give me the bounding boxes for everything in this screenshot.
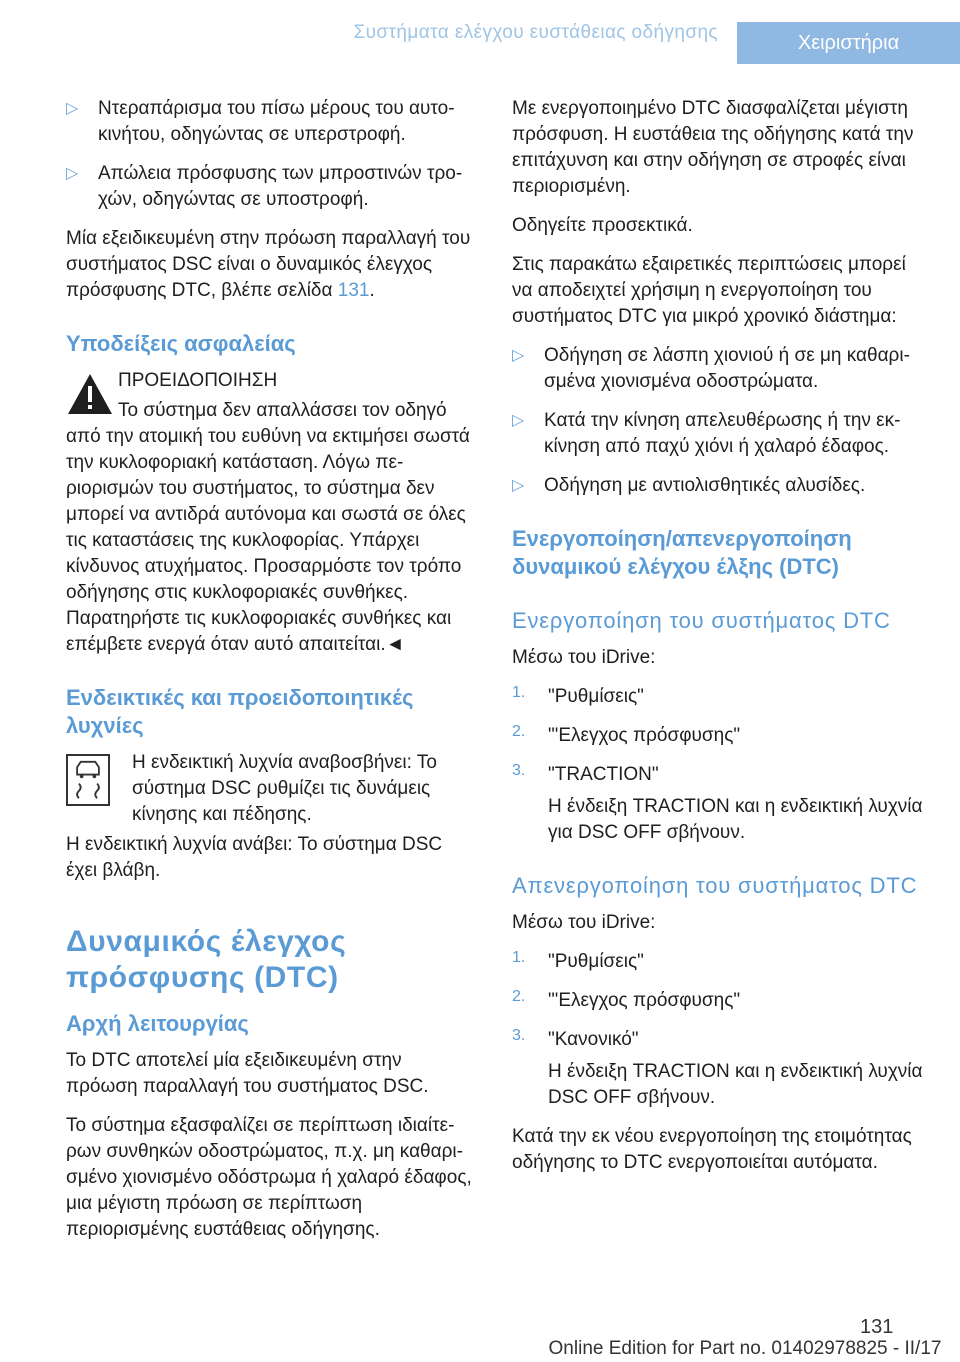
via-idrive: Μέσω του iDrive: bbox=[512, 647, 656, 668]
list-item: ▷ Οδήγηση σε λάσπη χιονιού ή σε μη καθαρισμένα χιονισμένα οδοστρώματα. bbox=[512, 345, 910, 392]
right-text-1: Με ενεργοποιημένο DTC διασφαλίζεται μέγιστη πρόσφυση. Η ευστάθεια της οδήγησης κατά την επιτάχυνση και στην οδήγηση σε στροφές είναι περιορισμένη. bbox=[512, 98, 914, 197]
warning-triangle-icon bbox=[66, 372, 114, 416]
deactivate-heading: Απενεργοποίηση του συστήματος DTC bbox=[512, 873, 918, 898]
list-item: ▷ Απώλεια πρόσφυσης των μπροστινών τροχών, οδηγώντας σε υποστροφή. bbox=[66, 163, 463, 210]
list-item: ▷ Κατά την κίνηση απελευθέρωσης ή την εκκίνηση από παχύ χιόνι ή χαλαρό έδαφος. bbox=[512, 410, 901, 457]
list-item: ▷ Ντεραπάρισμα του πίσω μέρους του αυτοκινήτου, οδηγώντας σε υπερστροφή. bbox=[66, 98, 455, 145]
step-item: 3. "TRACTION" bbox=[512, 762, 659, 785]
triangle-bullet-icon: ▷ bbox=[512, 347, 525, 364]
lamps-heading: Ενδεικτικές και προειδοποιητικές λυχνίες bbox=[66, 685, 414, 738]
right-text-2: Οδηγείτε προσεκτικά. bbox=[512, 215, 693, 236]
lamp-on-text: Η ενδεικτική λυχνία ανάβει: Το σύστημα DSC έχει βλάβη. bbox=[66, 834, 443, 881]
chapter-tab[interactable]: Χειριστήρια bbox=[737, 22, 960, 64]
warning-text-first: Το σύστημα δεν απαλλάσσει τον οδηγό bbox=[118, 400, 447, 421]
triangle-bullet-icon: ▷ bbox=[512, 412, 525, 429]
left-column bbox=[66, 96, 476, 1256]
indicator-lamp-block bbox=[66, 750, 476, 832]
list-item: ▷ Οδήγηση με αντιολισθητικές αλυσίδες. bbox=[512, 473, 928, 499]
intro-paragraph: Μία εξειδικευμένη στην πρόωση παραλλαγή του συστήματος DSC είναι ο δυναμικός έλεγχος πρόσφυσης DTC, βλέπε σελίδα 131. bbox=[66, 228, 471, 301]
onoff-heading: Ενεργοποίηση/απενεργοποίηση δυναμικού ελέγχου έλξης (DTC) bbox=[512, 526, 852, 579]
triangle-bullet-icon: ▷ bbox=[512, 477, 525, 494]
final-text: Κατά την εκ νέου ενεργοποίηση της ετοιμότητας οδήγησης το DTC ενεργοποιείται αυτόματα. bbox=[512, 1126, 912, 1173]
step-item: 2. "'Ελεγχος πρόσφυσης" bbox=[512, 723, 741, 746]
page-number: 131 bbox=[860, 1316, 894, 1338]
page-link[interactable]: 131 bbox=[337, 280, 370, 301]
principle-text-1: Το DTC αποτελεί μία εξειδικευμένη στην πρόωση παραλλαγή του συστήματος DSC. bbox=[66, 1050, 429, 1097]
lamp-flashing-text: Η ενδεικτική λυχνία αναβοσβήνει: Το σύστημα DSC ρυθμίζει τις δυνάμεις κίνησης και πέδησης. bbox=[132, 752, 437, 825]
activate-heading: Ενεργοποίηση του συστήματος DTC bbox=[512, 608, 891, 633]
principle-text-2: Το σύστημα εξασφαλίζει σε περίπτωση ιδιαίτερων συνθηκών οδοστρώματος, π.χ. μη καθαρισμένο χιονισμένο οδόστρωμα ή χαλαρό έδαφος, μια μέγιστη πρόωση σε περίπτωση περιορισμένης ευστάθειας οδήγησης. bbox=[66, 1115, 472, 1240]
right-column bbox=[512, 96, 928, 1189]
step-item: 1. "Ρυθμίσεις" bbox=[512, 684, 644, 707]
edition-footer: Online Edition for Part no. 01402978825 - II/17 bbox=[548, 1338, 942, 1359]
triangle-bullet-icon: ▷ bbox=[66, 100, 79, 117]
page-header bbox=[0, 0, 960, 64]
via-idrive-2: Μέσω του iDrive: bbox=[512, 912, 656, 933]
deactivate-note: Η ένδειξη TRACTION και η ενδεικτική λυχνία DSC OFF σβήνουν. bbox=[548, 1061, 923, 1108]
warning-title: ΠΡΟΕΙΔΟΠΟΙΗΣΗ bbox=[118, 370, 278, 391]
triangle-bullet-icon: ▷ bbox=[66, 165, 79, 182]
step-item: 1. "Ρυθμίσεις" bbox=[512, 949, 644, 972]
principle-heading: Αρχή λειτουργίας bbox=[66, 1011, 249, 1036]
right-text-3: Στις παρακάτω εξαιρετικές περιπτώσεις μπορεί να αποδειχτεί χρήσιμη η ενεργοποίηση του συστήματος DTC για μικρό χρονικό διάστημα: bbox=[512, 254, 906, 327]
section-title: Συστήματα ελέγχου ευστάθειας οδήγησης bbox=[353, 22, 718, 43]
dtc-heading: Δυναμικός έλεγχος πρόσφυσης (DTC) bbox=[66, 925, 347, 994]
warning-block bbox=[66, 368, 476, 658]
safety-heading: Υποδείξεις ασφαλείας bbox=[66, 331, 296, 356]
step-item: 2. "'Ελεγχος πρόσφυσης" bbox=[512, 988, 741, 1011]
step-item: 3. "Κανονικό" bbox=[512, 1027, 639, 1050]
activate-note: Η ένδειξη TRACTION και η ενδεικτική λυχνία για DSC OFF σβήνουν. bbox=[548, 796, 923, 843]
dsc-lamp-icon bbox=[66, 754, 110, 806]
warning-text: από την ατομική του ευθύνη να εκτιμήσει σωστά την κυκλοφοριακή κατάσταση. Λόγω περιορισμών του συστήματος, το σύστημα δεν μπορεί να αντιδρά αυτόνομα και σωστά σε όλες τις καταστάσεις της κυκλοφορίας. Υπάρχει κίνδυνος ατυχήματος. Προσαρμόστε τον τρόπο οδήγησης στις κυκλοφοριακές συνθήκες. Παρατηρήστε τις κυκλοφοριακές συνθήκες και επέμβετε ενεργά όταν αυτό απαιτείται.◄ bbox=[66, 426, 470, 655]
